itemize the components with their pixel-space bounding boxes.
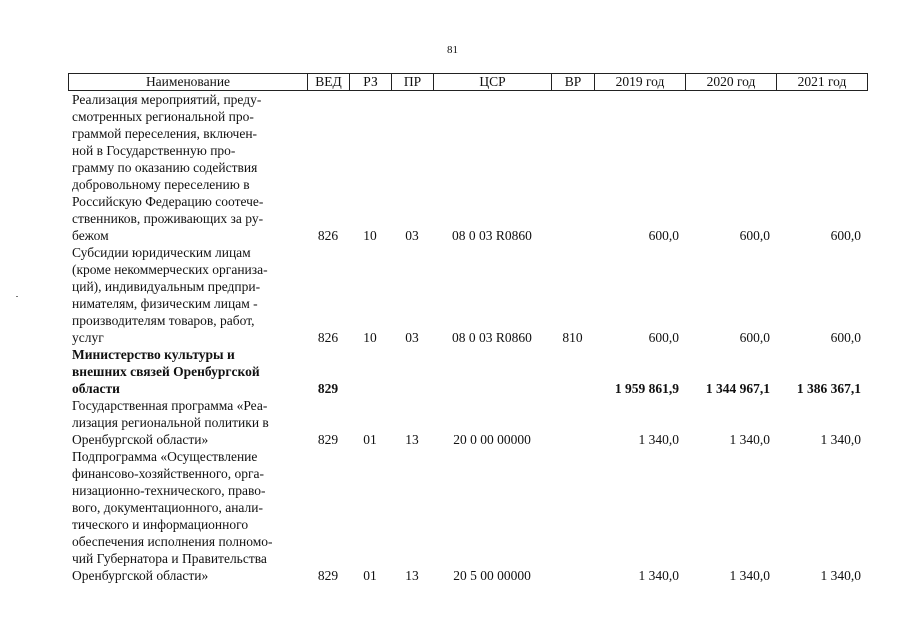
- row-csr: 20 5 00 00000: [453, 568, 531, 583]
- column-header-ved: ВЕД: [308, 74, 350, 91]
- row-rz: 01: [363, 568, 377, 583]
- row-2020: 1 340,0: [729, 432, 770, 447]
- row-rz: 10: [363, 330, 377, 345]
- row-vr: 810: [562, 330, 583, 345]
- row-2019: 1 340,0: [638, 432, 679, 447]
- row-2020: 600,0: [739, 228, 770, 243]
- row-name: Государственная программа «Реа- лизация региональной политики в Оренбургской области»: [72, 398, 269, 447]
- row-pr: 03: [405, 228, 419, 243]
- table-row: [68, 397, 867, 448]
- row-rz: 01: [363, 432, 377, 447]
- column-header-name: Наименование: [69, 74, 308, 91]
- column-header-pr: ПР: [392, 74, 434, 91]
- table-row: [68, 448, 867, 584]
- table-row: [68, 346, 867, 397]
- row-2021: 600,0: [830, 228, 861, 243]
- column-header-csr: ЦСР: [434, 74, 552, 91]
- row-csr: 08 0 03 R0860: [452, 330, 532, 345]
- row-ved: 826: [317, 330, 339, 345]
- row-ved: 826: [317, 228, 339, 243]
- row-csr: 08 0 03 R0860: [452, 228, 532, 243]
- row-ved: 829: [317, 432, 339, 447]
- row-2021: 1 340,0: [820, 568, 861, 583]
- row-vr: [551, 397, 594, 448]
- column-header-2021: 2021 год: [777, 74, 868, 91]
- row-pr: 03: [405, 330, 419, 345]
- row-2019: 600,0: [648, 330, 679, 345]
- table-row: [68, 91, 867, 244]
- budget-table: [68, 91, 867, 584]
- row-vr: [551, 346, 594, 397]
- row-rz: [349, 346, 391, 397]
- column-header-2019: 2019 год: [595, 74, 686, 91]
- column-header-rz: РЗ: [350, 74, 392, 91]
- row-rz: 10: [363, 228, 377, 243]
- row-2020: 1 340,0: [729, 568, 770, 583]
- row-pr: 13: [405, 432, 419, 447]
- row-ved: 829: [317, 381, 339, 396]
- page-number: 81: [447, 44, 458, 56]
- table-header: [68, 73, 868, 91]
- row-name: Субсидии юридическим лицам (кроме некоммерческих организа- ций), индивидуальным предпри- нимателям, физическим лицам - производителям товаров, работ, услуг: [72, 245, 268, 345]
- row-vr: [551, 91, 594, 244]
- row-pr: 13: [405, 568, 419, 583]
- table-row: [68, 244, 867, 346]
- row-2021: 600,0: [830, 330, 861, 345]
- column-header-2020: 2020 год: [686, 74, 777, 91]
- row-2019: 1 340,0: [638, 568, 679, 583]
- column-header-vr: ВР: [552, 74, 595, 91]
- row-2021: 1 340,0: [820, 432, 861, 447]
- row-2020: 1 344 967,1: [705, 381, 770, 396]
- row-pr: [391, 346, 433, 397]
- scan-artifact-mark: [16, 296, 18, 297]
- row-vr: [551, 448, 594, 584]
- row-2021: 1 386 367,1: [796, 381, 861, 396]
- row-ved: 829: [317, 568, 339, 583]
- row-2019: 600,0: [648, 228, 679, 243]
- row-name: Министерство культуры и внешних связей Оренбургской области: [72, 347, 260, 396]
- row-name: Подпрограмма «Осуществление финансово-хозяйственного, орга- низационно-технического, право- вого, документационного, анали- тического и информационного обеспечения исполнения полномо- чий Губернатора и Правительства Оренбургской области»: [72, 449, 273, 583]
- row-2019: 1 959 861,9: [614, 381, 679, 396]
- row-csr: [433, 346, 551, 397]
- row-csr: 20 0 00 00000: [453, 432, 531, 447]
- row-2020: 600,0: [739, 330, 770, 345]
- row-name: Реализация мероприятий, преду- смотренных региональной про- граммой переселения, включен- ной в Государственную про- грамму по оказанию содействия добровольному переселению в Российскую Федерацию соотече- ственников, проживающих за ру- бежом: [72, 92, 264, 243]
